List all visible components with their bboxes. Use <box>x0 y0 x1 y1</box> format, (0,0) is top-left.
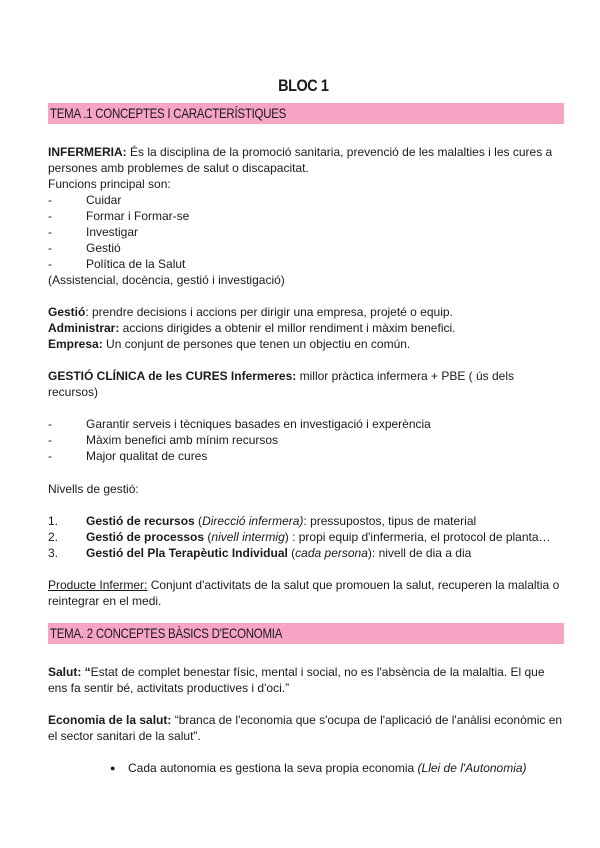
list-dash: - <box>48 241 52 255</box>
administrar-definition: Administrar: accions dirigides a obtenir el millor rendiment i màxim benefici. <box>48 321 456 335</box>
list-dash: - <box>48 225 52 239</box>
list-dash: - <box>48 449 52 463</box>
funcio-item: Formar i Formar-se <box>86 209 190 223</box>
gc-item: Major qualitat de cures <box>86 449 208 463</box>
list-dash: - <box>48 193 52 207</box>
nivell-number: 2. <box>48 530 59 544</box>
nivells-intro: Nivells de gestió: <box>48 482 139 496</box>
funcions-summary: (Assistencial, docència, gestió i investigació) <box>48 273 285 287</box>
page-title: BLOC 1 <box>278 76 329 95</box>
section-heading-text: TEMA. 2 CONCEPTES BÀSICS D'ECONOMIA <box>50 625 283 641</box>
salut-definition: Salut: “Estat de complet benestar físic, mental i social, no es l'absència de la malaltia. El que <box>48 665 545 679</box>
producte-definition-cont: reintegrar en el medi. <box>48 594 162 608</box>
nivell-item: Gestió de recursos (Direcció infermera): pressupostos, tipus de material <box>86 514 477 528</box>
infermeria-definition-cont: persones amb problemes de salut o discapacitat. <box>48 161 309 175</box>
salut-definition-cont: ens fa sentir bé, activitats productives i d'oci.” <box>48 681 290 695</box>
list-dash: - <box>48 417 52 431</box>
gc-item: Garantir serveis i tècniques basades en investigació i experència <box>86 417 431 431</box>
economia-definition: Economia de la salut: “branca de l'economia que s'ocupa de l'aplicació de l'anàlisi econòmic en <box>48 713 563 727</box>
section-heading-tema2 <box>48 623 564 644</box>
section-heading-tema1 <box>48 103 564 124</box>
nivell-item: Gestió de processos (nivell intermig) : propi equip d'infermeria, el protocol de planta… <box>86 530 551 544</box>
gestio-clinica-cont: recursos) <box>48 385 99 399</box>
funcio-item: Gestió <box>86 241 121 255</box>
funcio-item: Investigar <box>86 225 139 239</box>
section-heading-text: TEMA .1 CONCEPTES I CARACTERÍSTIQUES <box>50 105 287 121</box>
funcio-item: Cuidar <box>86 193 122 207</box>
economia-definition-cont: el sector sanitari de la salut”. <box>48 729 201 743</box>
list-dash: - <box>48 433 52 447</box>
nivell-item: Gestió del Pla Terapèutic Individual (cada persona): nivell de dia a dia <box>86 546 472 560</box>
producte-definition: Producte Infermer: Conjunt d'activitats de la salut que promouen la salut, recuperen la malaltia o <box>48 578 560 592</box>
list-dash: - <box>48 209 52 223</box>
funcions-intro: Funcions principal son: <box>48 177 171 191</box>
infermeria-definition: INFERMERIA: És la disciplina de la promoció sanitaria, prevenció de les malalties i les cures a <box>48 145 553 159</box>
gc-item: Màxim benefici amb mínim recursos <box>86 433 279 447</box>
nivell-number: 3. <box>48 546 59 560</box>
gestio-definition: Gestió: prendre decisions i accions per dirigir una empresa, projeté o equip. <box>48 305 453 319</box>
funcio-item: Política de la Salut <box>86 257 186 271</box>
empresa-definition: Empresa: Un conjunt de persones que tenen un objectiu en común. <box>48 337 411 351</box>
list-dash: - <box>48 257 52 271</box>
bullet-item: Cada autonomia es gestiona la seva propia economia (Llei de l'Autonomia) <box>128 761 527 775</box>
nivell-number: 1. <box>48 514 59 528</box>
bullet-icon: ● <box>110 763 116 773</box>
gestio-clinica-definition: GESTIÓ CLÍNICA de les CURES Infermeres: millor pràctica infermera + PBE ( ús dels <box>48 369 515 383</box>
